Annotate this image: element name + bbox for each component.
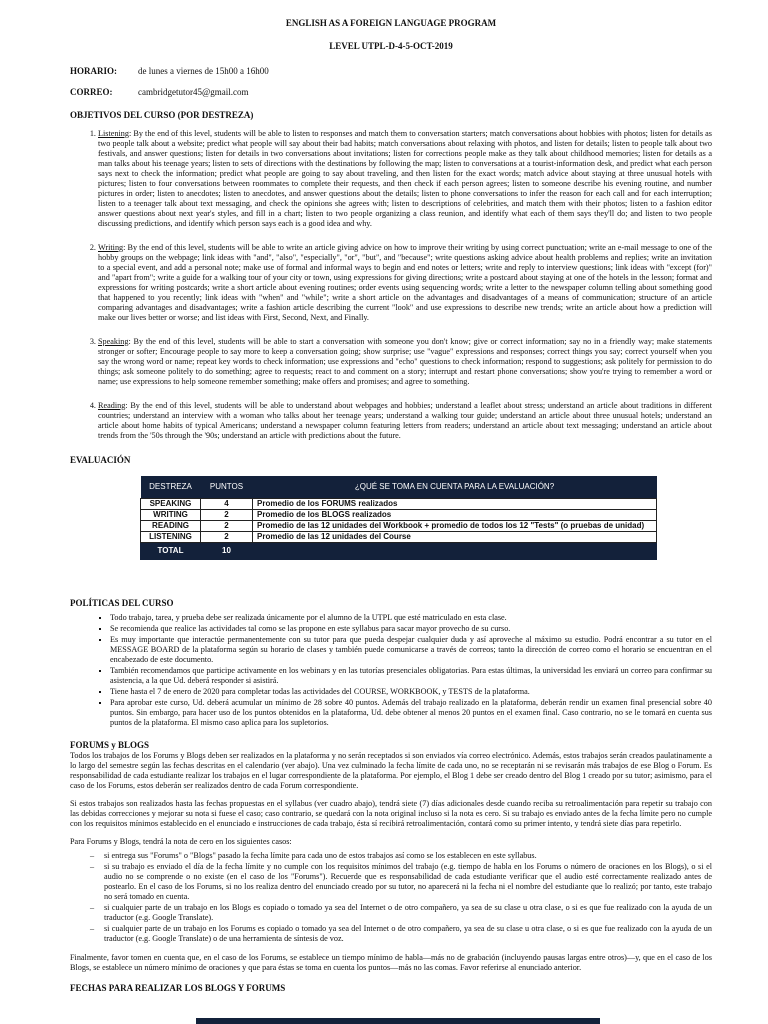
email-row	[70, 87, 712, 98]
points-cell: 2	[201, 520, 253, 531]
criteria-cell: Promedio de los BLOGS realizados	[253, 509, 657, 520]
objective-listening	[98, 129, 712, 229]
table-row	[141, 531, 657, 542]
objective-text: : By the end of this level, students will be able to listen to responses and match them to conversation starters; match conversations about hobbies with photos; listen for details as two people talk about a website; predict what people will say about their bad habits; match conversations about relaxing with photos, and listen for details; listen to people talk about two festivals, and answer questions; listen for details in two conversations about invitations; listen for corrections people make as they talk about childhood memories; listen for details as a man talks about his teenage years; listen to sets of directions with the destinations by following the map; listen to conversations at a tourist-information desk, and predict what each person says next to check the information; predict what people are going to say about traveling, and then listen for the exact words; match advice about staying at three unusual hotels with pictures; listen to four conversations between roommates to complete their requests, and then check if each person agrees; listen to someone describe his evening routine, and number pictures in order; listen to anecdotes; listen to anecdotes, and answer questions about the details; listen to phone conversations to infer the reason for each call and for each interruption; listen to a teenager talk about text messaging, and check the opinions she agrees with; listen to descriptions of celebrities, and match them with their photos; listen to a fashion editor answer questions about next year's styles, and fill in a chart; listen to two people organizing a class reunion, and identify what each of them says they'll do; and listen to two people discussing predictions, and identify which person says each is a good idea and why.	[98, 128, 712, 228]
skill-cell: WRITING	[141, 509, 201, 520]
program-title: ENGLISH AS A FOREIGN LANGUAGE PROGRAM	[285, 18, 497, 28]
email-label: CORREO:	[70, 86, 113, 97]
email-value[interactable]: cambridgetutor45@gmail.com	[138, 86, 249, 97]
policy-item: ▪ Para aprobar este curso, Ud. deberá acumular un mínimo de 28 sobre 40 puntos. Además del trabajo realizado en la plataforma, deberán rendir un examen final presencial sobre 40 puntos. Sin embargo, para hacer uso de los puntos obtenidos en la plataforma, Ud. debe obtener al menos 20 puntos en el examen final. Caso contrario, no se le tomará en cuenta sus puntos de la plataforma. El mismo caso aplica para los supletorios.	[110, 698, 712, 728]
objective-text: : By the end of this level, students will be able to start a conversation with someone you don't know; give or correct information; say no in a friendly way; make statements stronger or softer; Encourage people to say more to keep a conversation going; show surprise; use "vague" expressions and responses; correct things you say; correct yourself when you say the wrong word or name; repeat key words to check information; use expressions and "echo" questions to check information; respond to suggestions; ask politely for permission to do things; ask someone politely to do something; agree to requests; react to and comment on a story; interrupt and restart phone conversations; show you're trying to remember a word or name; use expressions to help someone remember something; make offers and promises; and agree to something.	[98, 336, 712, 386]
evaluation-heading: EVALUACIÓN	[70, 454, 131, 465]
forums-paragraph: Para Forums y Blogs, tendrá la nota de cero en los siguientes casos:	[70, 836, 292, 846]
objective-label: Reading	[98, 400, 126, 410]
objectives-list	[70, 129, 712, 441]
criteria-cell: Promedio de las 12 unidades del Course	[253, 531, 657, 542]
header-cell: ¿QUÉ SE TOMA EN CUENTA PARA LA EVALUACIÓN?	[253, 476, 657, 499]
policy-item: ▪ Es muy importante que interactúe permanentemente con su tutor para que pueda despejar cualquier duda y así aproveche al máximo su estudio. Podrá encontrar a su tutor en el MESSAGE BOARD de la plataforma según su horario de clases y también puede comunicarse a través de correos; tanto la dirección de correo como el horario se encuentran en el encabezado de este documento.	[110, 635, 712, 665]
criteria-cell: Promedio de los FORUMS realizados	[253, 498, 657, 509]
points-cell: 2	[201, 509, 253, 520]
objective-speaking	[98, 337, 712, 387]
forums-paragraph: Si estos trabajos son realizados hasta las fechas propuestas en el syllabus (ver cuadro abajo), tendrá siete (7) días adicionales desde cuando reciba su retroalimentación para repetir su trabajo con las debidas correcciones y mejorar su nota si fuese el caso; caso contrario, se quedará con la nota original incluso si la nota es cero. Si su trabajo es enviado antes de la fecha límite pero no cumple con los requisitos mínimos establecido en el enunciado e instrucciones de cada trabajo, ésta sí recibirá retroalimentación, contará como su primer intento, y tendrá siete días para repetirlo.	[70, 798, 712, 828]
policy-item: ▪ Todo trabajo, tarea, y prueba debe ser realizada únicamente por el alumno de la UTPL que esté matriculado en esta clase.	[110, 613, 712, 623]
total-value: 10	[201, 542, 253, 559]
skill-cell: SPEAKING	[141, 498, 201, 509]
header-cell: PUNTOS	[201, 476, 253, 499]
total-empty-cell	[253, 542, 657, 559]
table-row	[141, 520, 657, 531]
level-title: LEVEL UTPL-D-4-5-OCT-2019	[329, 40, 453, 51]
forums-paragraph: Finalmente, favor tomen en cuenta que, en el caso de los Forums, se establece un tiempo mínimo de habla—más no de grabación (incluyendo pausas largas entre otros)—y, que en el caso de los Blogs, se establece un número mínimo de oraciones y que para éstas se toma en cuenta los puntos—más no las comas. Favor referirse al enunciado anterior.	[70, 952, 712, 972]
objective-text: : By the end of this level, students will be able to understand about webpages and hobbies; understand a leaflet about stress; understand an article about traditions in different countries; understand an interview with a woman who talks about her teenage years; understand a walking tour guide; understand an article about three unusual hotels; understand an article about home habits of typical Americans; understand a newspaper column featuring letters from readers; understand an article about text messaging; understand an article about trends from the '50s through the '90s; understand an article with predictions about the future.	[98, 400, 712, 440]
zero-cases-list	[70, 851, 712, 944]
forums-paragraph: Todos los trabajos de los Forums y Blogs deben ser realizados en la plataforma y no serán receptados si son enviados vía correo electrónico. Además, estos trabajos serán creados paulatinamente a lo largo del semestre según las fechas descritas en el calendario (ver abajo). Una vez culminado la fecha límite de cada uno, no se receptarán ni se revisarán más trabajos de ese Blog o Forum. Es responsabilidad de cada estudiante realizar los trabajos en el lugar correspondiente de la plataforma. Por ejemplo, el Blog 1 debe ser creado dentro del Blog 1 creado por su tutor; asimismo, para el caso de los Forums, estos deberán ser realizados dentro de cada Forum correspondiente.	[70, 750, 712, 790]
policy-item: ▪ Tiene hasta el 7 de enero de 2020 para completar todas las actividades del COURSE, WORKBOOK, y TESTS de la plataforma.	[110, 687, 712, 697]
policy-item: ▪ Se recomienda que realice las actividades tal como se las propone en este syllabus para sacar mayor provecho de su curso.	[110, 624, 712, 634]
points-cell: 2	[201, 531, 253, 542]
table-header-row	[141, 476, 657, 499]
objective-text: : By the end of this level, students will be able to write an article giving advice on how to improve their writing by using correct punctuation; write an e-mail message to one of the hobby groups on the webpage; link ideas with "and", "also", "especially", "or", "but", and "because"; write questions asking advice about health problems and replies; write an invitation to a special event, and add a personal note; make use of formal and informal ways to begin and end notes or letters; write and reply to interview questions; link ideas with "except (for)" and "apart from"; write a guide for a walking tour of your city or town, using expressions for giving directions; write a postcard about staying at one of the hotels in the lesson; format and expressions for writing postcards; write a short article about evening routines; order events using sequencing words; write a letter to the newspaper column telling about something good that happened to you recently; link ideas with "when" and "while"; write a short article on the advantages and disadvantages of a means of communication; structure of an article comparing advantages and disadvantages; write a fashion article describing the current "look" and use expressions to describe new trends; write an article about how a prediction will make our lives better or worse; and list ideas with First, Second, Next, and Finally.	[98, 242, 712, 322]
skill-cell: LISTENING	[141, 531, 201, 542]
schedule-label: HORARIO:	[70, 65, 117, 76]
schedule-row	[70, 66, 712, 77]
dates-table-header	[196, 1018, 600, 1024]
dates-heading: FECHAS PARA REALIZAR LOS BLOGS Y FORUMS	[70, 982, 286, 993]
zero-case-item: – si entrega sus "Forums" o "Blogs" pasado la fecha límite para cada uno de estos trabajos así como se los establecen en este syllabus.	[104, 851, 712, 861]
table-row	[141, 498, 657, 509]
total-label: TOTAL	[141, 542, 201, 559]
zero-case-item: – si cualquier parte de un trabajo en los Blogs es copiado o tomado ya sea del Internet o de otro compañero, ya sea de su clase u otra clase, o si es que fue realizado con la ayuda de un traductor (e.g. Google Translate).	[104, 903, 712, 923]
policies-list	[70, 613, 712, 728]
objective-label: Writing	[98, 242, 124, 252]
objective-label: Speaking	[98, 336, 129, 346]
objective-reading	[98, 401, 712, 441]
evaluation-table	[140, 476, 657, 560]
zero-case-item: – si su trabajo es enviado el día de la fecha límite y no cumple con los requisitos mínimos del trabajo (e.g. tiempo de habla en los Forums o número de oraciones en los Blogs), o si el audio no se comprende o no existe (en el caso de los "Forums"). Recuerde que es responsabilidad de cada estudiante verificar que el audio esté correctamente realizado antes de postearlo. En el caso de los Forums, si no los realiza dentro del enunciado creado por su tutor, no aparecerá ni la fecha ni el nombre del estudiante que lo realizó; por tanto, este trabajo no será tomado en cuenta.	[104, 862, 712, 902]
points-cell: 4	[201, 498, 253, 509]
objectives-heading: OBJETIVOS DEL CURSO (POR DESTREZA)	[70, 109, 254, 120]
objective-label: Listening	[98, 128, 129, 138]
policy-item: ▪ También recomendamos que participe activamente en los webinars y en las tutorías presenciales obligatorias. Para estas últimas, la universidad les enviará un correo para confirmar su asistencia, a la que Ud. deberá responder si asistirá.	[110, 666, 712, 686]
zero-case-item: – si cualquier parte de un trabajo en los Forums es copiado o tomado ya sea del Internet o de otro compañero, ya sea de su clase u otra clase, o si es que fue realizado con la ayuda de un traductor (e.g. Google Translate) o de una herramienta de síntesis de voz.	[104, 924, 712, 944]
header-cell: DESTREZA	[141, 476, 201, 499]
total-row	[141, 542, 657, 559]
forums-heading: FORUMS y BLOGS	[70, 739, 150, 750]
objective-writing	[98, 243, 712, 323]
criteria-cell: Promedio de las 12 unidades del Workbook + promedio de todos los 12 "Tests" (o pruebas de unidad)	[253, 520, 657, 531]
skill-cell: READING	[141, 520, 201, 531]
table-row	[141, 509, 657, 520]
policies-heading: POLÍTICAS DEL CURSO	[70, 597, 174, 608]
schedule-value: de lunes a viernes de 15h00 a 16h00	[138, 65, 269, 76]
